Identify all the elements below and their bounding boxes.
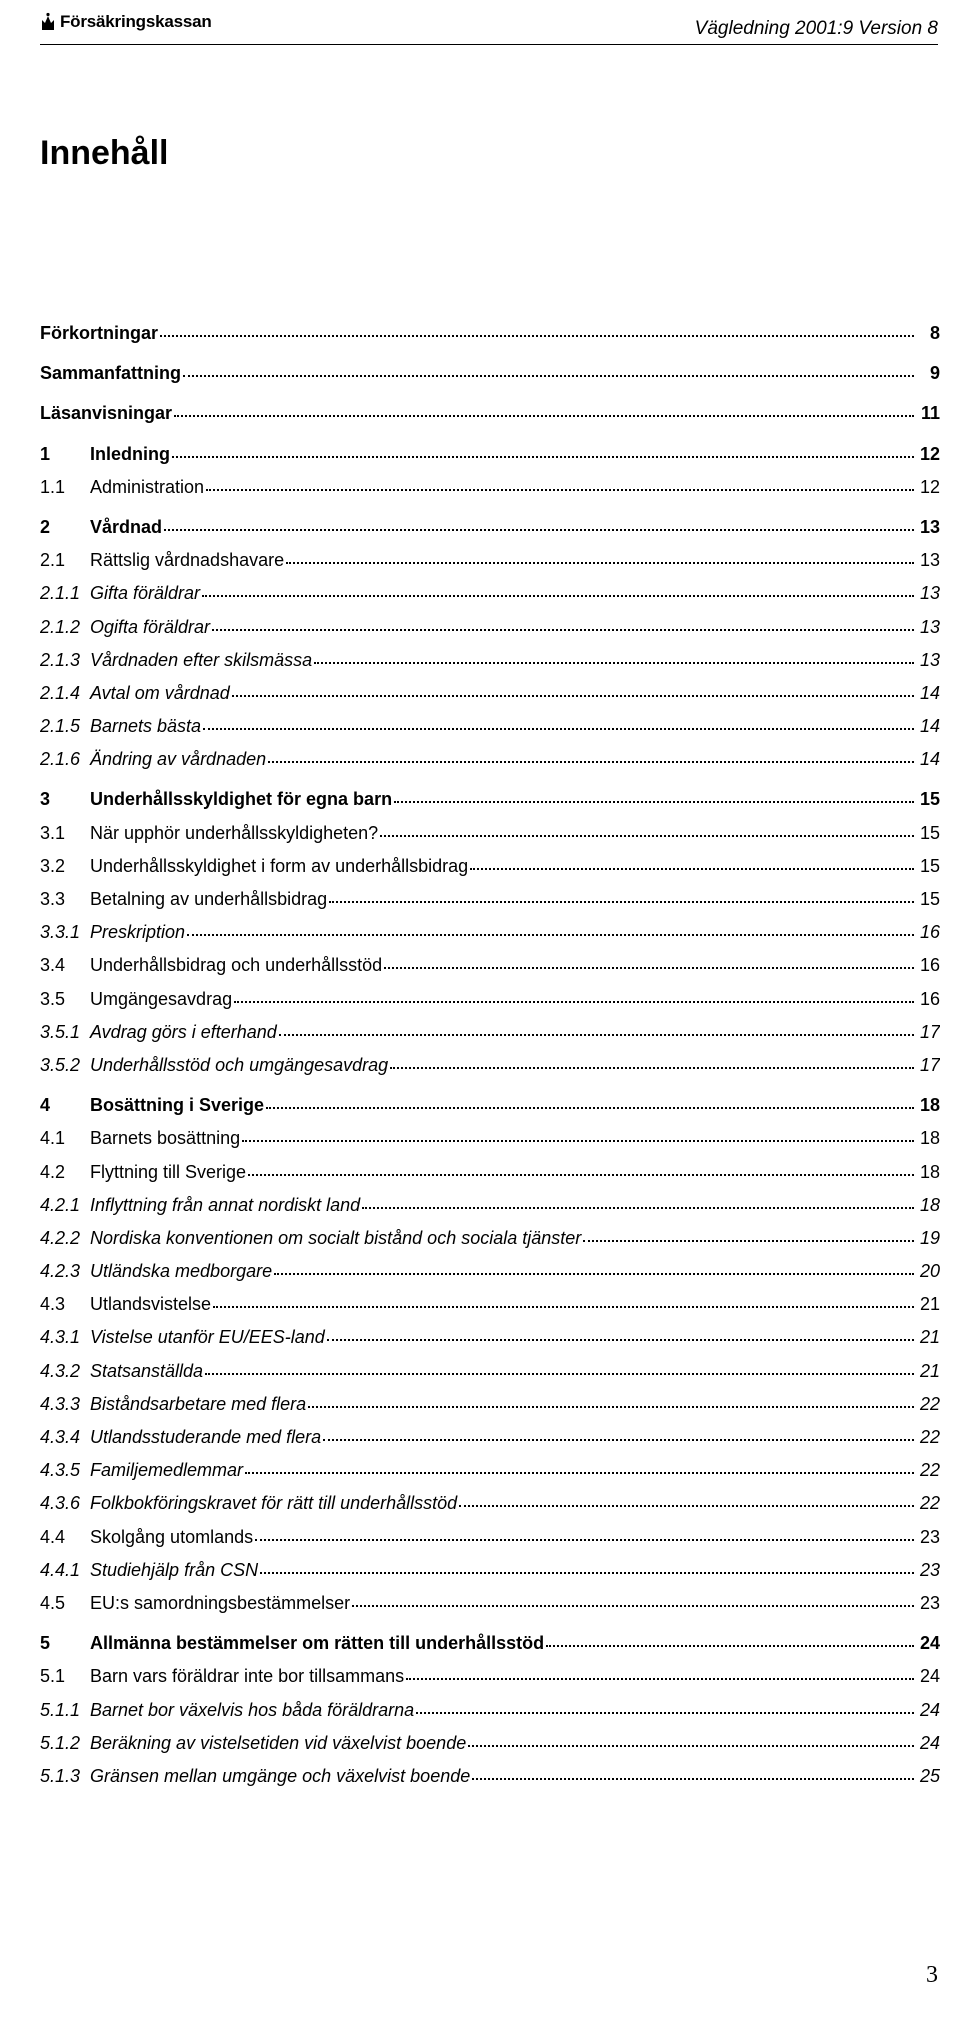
toc-entry-title: Betalning av underhållsbidrag: [90, 889, 328, 909]
dot-leader: [394, 797, 914, 803]
dot-leader: [255, 1535, 914, 1541]
toc-entry-page: 19: [919, 1227, 940, 1248]
toc-entry-title: Sammanfattning: [40, 363, 182, 384]
toc-entry-number: 3.4: [40, 955, 66, 976]
dot-leader: [362, 1203, 914, 1209]
dot-leader: [245, 1468, 914, 1474]
toc-entry[interactable]: [40, 954, 940, 987]
toc-entry-title: Skolgång utomlands: [90, 1526, 254, 1547]
dot-leader: [248, 1170, 914, 1176]
toc-entry-number: 2.1.2: [40, 616, 81, 637]
toc-entry-number: 4.3.5: [40, 1460, 81, 1481]
dot-leader: [286, 558, 914, 564]
toc-entry-page: 14: [919, 682, 940, 703]
toc-entry-number: 5.1.1: [40, 1699, 81, 1720]
toc-entry[interactable]: [40, 1426, 940, 1459]
toc-entry[interactable]: [40, 748, 940, 781]
toc-entry-number: 3.1: [40, 822, 66, 843]
toc-entry-page: 12: [919, 443, 940, 464]
toc-entry[interactable]: [40, 402, 940, 435]
toc-entry-page: 18: [919, 1095, 940, 1116]
toc-entry[interactable]: [40, 988, 940, 1021]
toc-entry-title: Nordiska konventionen om socialt bistånd och sociala tjänster: [90, 1227, 582, 1248]
toc-entry-number: 3.5: [40, 988, 66, 1009]
toc-entry-title: Barn vars föräldrar inte bor tillsammans: [90, 1666, 405, 1687]
dot-leader: [202, 591, 914, 597]
toc-entry-page: 16: [919, 955, 940, 976]
dot-leader: [352, 1601, 914, 1607]
toc-entry[interactable]: [40, 1393, 940, 1426]
toc-entry-number: 3.3.1: [40, 922, 81, 943]
toc-entry-title: Ogifta föräldrar: [90, 616, 211, 637]
toc-entry-page: 18: [919, 1161, 940, 1182]
toc-entry[interactable]: [40, 1293, 940, 1326]
page-title: Innehåll: [40, 134, 169, 172]
toc-entry[interactable]: [40, 921, 940, 954]
toc-entry-page: 17: [919, 1054, 940, 1075]
toc-entry-page: 14: [919, 749, 940, 770]
toc-entry[interactable]: [40, 649, 940, 682]
dot-leader: [174, 411, 914, 417]
toc-entry-title: Vistelse utanför EU/EES-land: [90, 1327, 325, 1348]
toc-entry-title: Statsanställda: [90, 1360, 204, 1381]
toc-entry[interactable]: [40, 1526, 940, 1559]
toc-entry-page: 24: [919, 1699, 940, 1720]
toc-entry-number: 3.5.2: [40, 1054, 81, 1075]
toc-entry[interactable]: [40, 1054, 940, 1087]
toc-entry-page: 14: [919, 716, 940, 737]
toc-entry-title: Familjemedlemmar: [90, 1460, 244, 1481]
toc-entry-page: 13: [919, 649, 940, 670]
toc-entry[interactable]: [40, 1227, 940, 1260]
toc-entry-page: 20: [919, 1261, 940, 1282]
toc-entry[interactable]: [40, 516, 940, 549]
toc-entry-number: 1: [40, 443, 51, 464]
dot-leader: [416, 1708, 914, 1714]
toc-entry-title: Bosättning i Sverige: [90, 1095, 265, 1116]
dot-leader: [470, 864, 914, 870]
toc-entry-title: Vårdnad: [90, 516, 163, 537]
logo-text: Försäkringskassan: [60, 12, 212, 31]
toc-entry-number: 1.1: [40, 476, 66, 497]
toc-entry-page: 23: [919, 1526, 940, 1547]
toc-entry-page: 24: [919, 1666, 940, 1687]
toc-entry-page: 15: [919, 855, 940, 876]
dot-leader: [459, 1501, 914, 1507]
toc-entry[interactable]: [40, 855, 940, 888]
dot-leader: [546, 1641, 914, 1647]
toc-entry-page: 18: [919, 1194, 940, 1215]
toc-entry-number: 4.5: [40, 1592, 66, 1613]
toc-entry-title: Barnet bor växelvis hos båda föräldrarna: [90, 1699, 415, 1720]
toc-entry[interactable]: [40, 1492, 940, 1525]
dot-leader: [203, 724, 914, 730]
dot-leader: [583, 1236, 914, 1242]
toc-entry-title: EU:s samordningsbestämmelser: [90, 1592, 351, 1613]
toc-entry-title: Inledning: [90, 443, 170, 464]
toc-entry-page: 21: [919, 1294, 940, 1315]
toc-entry-title: Flyttning till Sverige: [90, 1161, 247, 1182]
toc-entry-number: 5.1.2: [40, 1732, 81, 1753]
toc-entry-title: Läsanvisningar: [40, 403, 173, 424]
logo: [40, 12, 212, 32]
toc-entry-title: Utlandsstuderande med flera: [90, 1427, 322, 1447]
toc-entry-page: 13: [919, 516, 940, 537]
dot-leader: [279, 1030, 914, 1036]
toc-entry-page: 16: [919, 922, 940, 943]
dot-leader: [212, 625, 914, 631]
toc-entry[interactable]: [40, 362, 940, 395]
toc-entry-title: Beräkning av vistelsetiden vid växelvist boende: [90, 1732, 467, 1753]
toc-entry-number: 4.3.6: [40, 1493, 81, 1514]
toc-entry[interactable]: [40, 1699, 940, 1732]
dot-leader: [468, 1741, 914, 1747]
toc-entry-number: 3.2: [40, 855, 66, 876]
toc-entry-page: 23: [919, 1559, 940, 1580]
toc-entry-number: 2.1.1: [40, 583, 81, 604]
dot-leader: [242, 1136, 914, 1142]
toc-entry-page: 23: [919, 1592, 940, 1613]
toc-entry-number: 4.3.3: [40, 1393, 81, 1414]
toc-entry-number: 2.1.6: [40, 749, 81, 770]
dot-leader: [260, 1568, 914, 1574]
dot-leader: [205, 1369, 914, 1375]
crown-logo-icon: [40, 12, 56, 32]
toc-entry-number: 5.1: [40, 1666, 66, 1687]
toc-entry-title: Preskription: [90, 922, 186, 943]
toc-entry-page: 17: [919, 1021, 940, 1042]
toc-entry-number: 5.1.3: [40, 1765, 81, 1786]
toc-entry[interactable]: [40, 715, 940, 748]
toc-entry-page: 21: [919, 1360, 940, 1381]
toc-entry-page: 24: [919, 1732, 940, 1753]
toc-entry-page: 15: [919, 889, 940, 909]
document-version: Vägledning 2001:9 Version 8: [694, 18, 938, 39]
toc-entry-page: 13: [919, 583, 940, 604]
toc-entry-title: Utlandsvistelse: [90, 1294, 212, 1315]
toc-entry-number: 4.2.1: [40, 1194, 81, 1215]
dot-leader: [274, 1269, 914, 1275]
toc-entry[interactable]: [40, 1260, 940, 1293]
dot-leader: [183, 371, 914, 377]
toc-entry-number: 4.2: [40, 1161, 66, 1182]
dot-leader: [380, 831, 914, 837]
toc-entry-page: 13: [919, 550, 940, 571]
toc-entry-title: Folkbokföringskravet för rätt till underhållsstöd: [90, 1493, 458, 1514]
toc-entry-number: 4.2.3: [40, 1261, 81, 1282]
toc-entry-page: 8: [929, 323, 940, 343]
toc-entry-title: Gränsen mellan umgänge och växelvist boende: [90, 1765, 471, 1786]
toc-entry[interactable]: [40, 822, 940, 855]
toc-entry-title: Rättslig vårdnadshavare: [90, 550, 285, 571]
toc-entry[interactable]: [40, 682, 940, 715]
toc-entry-page: 25: [919, 1765, 940, 1786]
dot-leader: [234, 997, 914, 1003]
dot-leader: [472, 1774, 914, 1780]
toc-entry[interactable]: [40, 1194, 940, 1227]
toc-entry-page: 11: [920, 403, 940, 424]
toc-entry-title: Förkortningar: [40, 323, 159, 343]
toc-entry[interactable]: [40, 1127, 940, 1160]
dot-leader: [308, 1402, 914, 1408]
toc-entry[interactable]: [40, 1094, 940, 1127]
dot-leader: [406, 1674, 914, 1680]
toc-entry-title: Avdrag görs i efterhand: [90, 1021, 277, 1042]
toc-entry-page: 9: [929, 363, 940, 384]
toc-entry-page: 16: [919, 988, 940, 1009]
dot-leader: [213, 1302, 914, 1308]
dot-leader: [187, 930, 914, 936]
toc-entry-number: 4: [40, 1095, 51, 1116]
toc-entry-page: 22: [919, 1493, 940, 1514]
toc-entry-number: 2: [40, 516, 51, 537]
toc-entry-title: Underhållsstöd och umgängesavdrag: [90, 1054, 389, 1075]
toc-entry-page: 13: [919, 616, 940, 637]
page-number: 3: [926, 1962, 938, 1988]
dot-leader: [314, 658, 914, 664]
toc-entry-number: 4.3.4: [40, 1427, 81, 1447]
toc-entry-page: 22: [919, 1427, 940, 1447]
toc-entry-title: Studiehjälp från CSN: [90, 1559, 259, 1580]
toc-entry[interactable]: [40, 443, 940, 476]
toc-entry[interactable]: [40, 1632, 940, 1665]
toc-entry-title: Vårdnaden efter skilsmässa: [90, 649, 313, 670]
toc-entry[interactable]: [40, 476, 940, 509]
toc-entry-page: 22: [919, 1393, 940, 1414]
toc-entry-title: När upphör underhållsskyldigheten?: [90, 822, 379, 843]
toc-entry-number: 3: [40, 789, 51, 810]
toc-entry-title: Allmänna bestämmelser om rätten till underhållsstöd: [90, 1633, 545, 1654]
dot-leader: [266, 1103, 914, 1109]
toc-entry-number: 4.3.1: [40, 1327, 81, 1348]
toc-entry[interactable]: [40, 1732, 940, 1765]
toc-entry-number: 4.4: [40, 1526, 66, 1547]
toc-entry[interactable]: [40, 1326, 940, 1359]
toc-entry-number: 2.1: [40, 550, 66, 571]
toc-entry-number: 2.1.5: [40, 716, 81, 737]
toc-entry-title: Avtal om vårdnad: [90, 682, 230, 703]
toc-entry[interactable]: [40, 1765, 940, 1798]
dot-leader: [390, 1063, 914, 1069]
toc-entry[interactable]: [40, 1592, 940, 1625]
page-header: [40, 8, 938, 45]
toc-entry-title: Underhållsbidrag och underhållsstöd: [90, 955, 383, 976]
toc-entry-title: Underhållsskyldighet i form av underhållsbidrag: [90, 855, 469, 876]
toc-entry-number: 4.3.2: [40, 1360, 81, 1381]
toc-entry-page: 22: [919, 1460, 940, 1481]
toc-entry[interactable]: [40, 1360, 940, 1393]
toc-entry-title: Underhållsskyldighet för egna barn: [90, 789, 393, 810]
toc-entry[interactable]: [40, 1021, 940, 1054]
toc-entry-title: Administration: [90, 476, 205, 497]
toc-entry-number: 4.2.2: [40, 1227, 81, 1248]
dot-leader: [160, 331, 914, 337]
toc-entry-number: 4.3: [40, 1294, 66, 1315]
table-of-contents: [40, 322, 940, 1798]
dot-leader: [327, 1335, 914, 1341]
toc-entry[interactable]: [40, 888, 940, 921]
dot-leader: [164, 525, 914, 531]
dot-leader: [384, 963, 914, 969]
toc-entry-page: 21: [919, 1327, 940, 1348]
toc-entry-number: 2.1.4: [40, 682, 81, 703]
toc-entry-title: Inflyttning från annat nordiskt land: [90, 1194, 361, 1215]
toc-entry-number: 3.5.1: [40, 1021, 81, 1042]
dot-leader: [268, 757, 914, 763]
toc-entry[interactable]: [40, 1459, 940, 1492]
toc-entry-title: Biståndsarbetare med flera: [90, 1393, 307, 1414]
toc-entry[interactable]: [40, 1161, 940, 1194]
toc-entry-page: 12: [919, 476, 940, 497]
toc-entry-title: Barnets bosättning: [90, 1128, 241, 1149]
toc-entry-title: Gifta föräldrar: [90, 583, 201, 604]
toc-entry[interactable]: [40, 1665, 940, 1698]
toc-entry-number: 2.1.3: [40, 649, 81, 670]
dot-leader: [232, 691, 914, 697]
dot-leader: [206, 485, 914, 491]
toc-entry[interactable]: [40, 788, 940, 821]
toc-entry-title: Umgängesavdrag: [90, 988, 233, 1009]
toc-entry-number: 3.3: [40, 889, 66, 909]
toc-entry-page: 15: [919, 822, 940, 843]
toc-entry[interactable]: [40, 322, 940, 355]
toc-entry-title: Barnets bästa: [90, 716, 202, 737]
toc-entry[interactable]: [40, 616, 940, 649]
dot-leader: [329, 897, 914, 903]
dot-leader: [323, 1435, 914, 1441]
toc-entry-number: 5: [40, 1633, 51, 1654]
toc-entry-title: Utländska medborgare: [90, 1261, 273, 1282]
toc-entry[interactable]: [40, 1559, 940, 1592]
toc-entry[interactable]: [40, 582, 940, 615]
toc-entry-number: 4.1: [40, 1128, 66, 1149]
toc-entry-page: 24: [919, 1633, 940, 1654]
toc-entry-title: Ändring av vårdnaden: [90, 749, 267, 770]
toc-entry[interactable]: [40, 549, 940, 582]
toc-entry-number: 4.4.1: [40, 1559, 81, 1580]
dot-leader: [172, 452, 914, 458]
toc-entry-page: 15: [919, 789, 940, 810]
toc-entry-page: 18: [919, 1128, 940, 1149]
